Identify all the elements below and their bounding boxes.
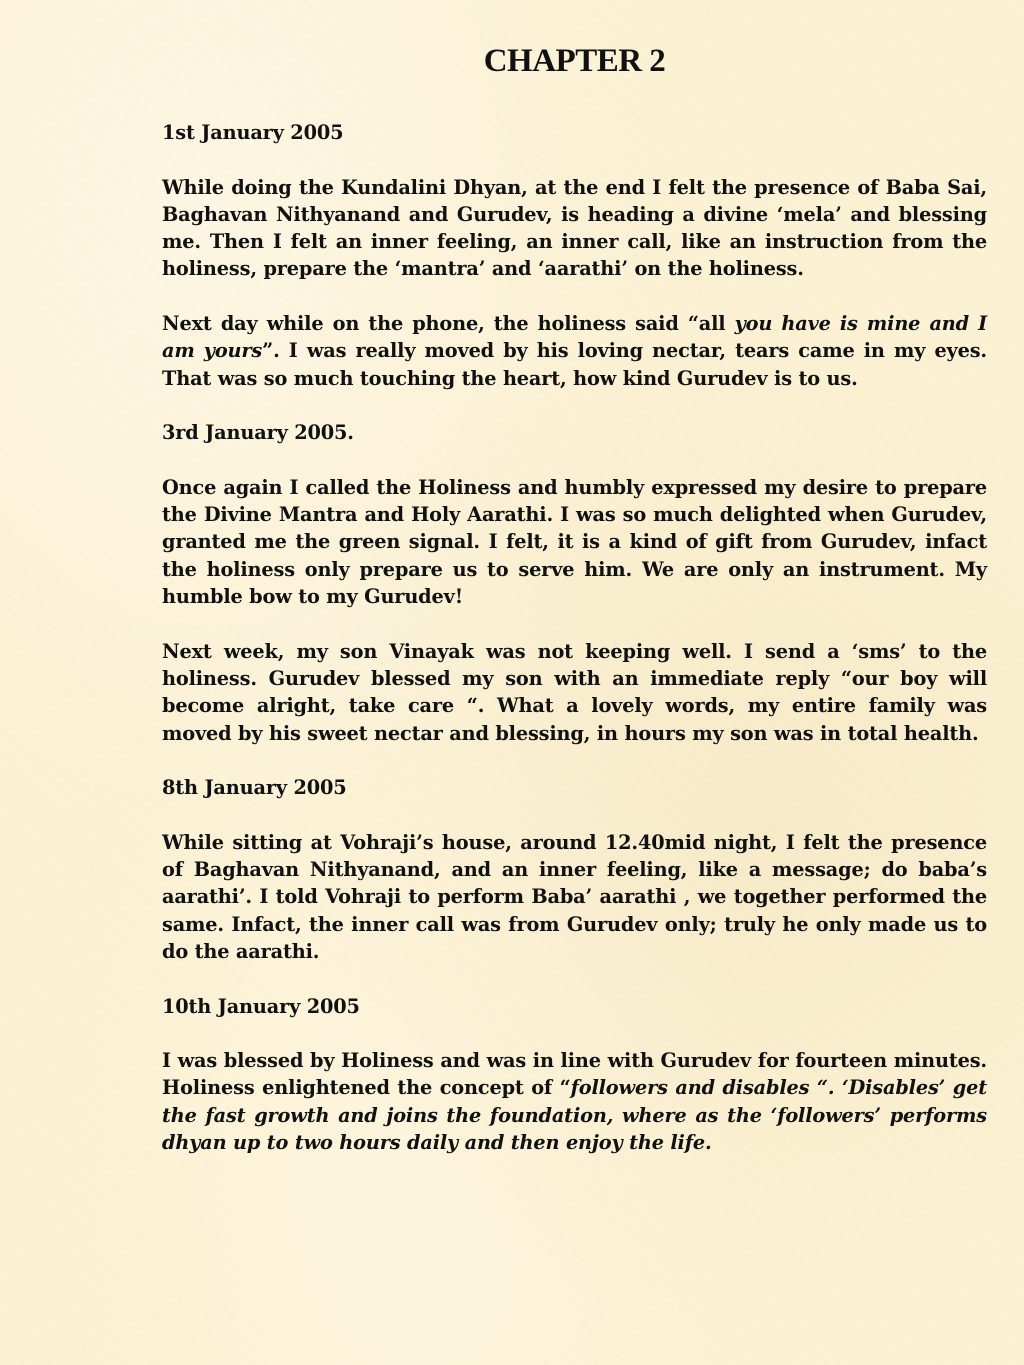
- paragraph: While doing the Kundalini Dhyan, at the end I felt the presence of Baba Sai, Baghavan Nithyanand and Gurudev, is heading a divine ‘mela’ and blessing me. Then I felt an inner feeling, an inner call, like an instruction from the holiness, prepare the ‘mantra’ and ‘aarathi’ on the holiness.: [162, 175, 987, 281]
- entry-date: 8th January 2005: [162, 776, 347, 800]
- chapter-title: CHAPTER 2: [483, 43, 666, 79]
- paragraph-text: Next day while on the phone, the holiness said “all: [162, 312, 735, 336]
- entry-date: 3rd January 2005.: [162, 421, 354, 445]
- paragraph: Next week, my son Vinayak was not keeping well. I send a ‘sms’ to the holiness. Gurudev blessed my son with an immediate reply “our boy will become alright, take care “. What a lovely words, my entire family was moved by his sweet nectar and blessing, in hours my son was in total health.: [162, 639, 987, 745]
- document-page: [162, 0, 987, 1184]
- entry-date: 1st January 2005: [162, 121, 344, 144]
- paragraph: Once again I called the Holiness and humbly expressed my desire to prepare the Divine Mantra and Holy Aarathi. I was so much delighted when Gurudev, granted me the green signal. I felt, it is a kind of gift from Gurudev, infact the holiness only prepare us to serve him. We are only an instrument. My humble bow to my Gurudev!: [162, 475, 987, 609]
- quote-italic: you have is mine and I am yours: [162, 312, 987, 363]
- paragraph: [162, 310, 987, 392]
- paragraph: [162, 1047, 987, 1156]
- quote-italic: followers and disables “. ‘Disables’ get the fast growth and joins the foundation, where as the ‘followers’ performs dhyan up to two hours daily and then enjoy the life.: [162, 1076, 987, 1154]
- paragraph-text: I was blessed by Holiness and was in line with Gurudev for fourteen minutes. Holiness enlightened the concept of “: [162, 1049, 987, 1100]
- paragraph: While sitting at Vohraji’s house, around 12.40mid night, I felt the presence of Baghavan Nithyanand, and an inner feeling, like a message; do baba’s aarathi’. I told Vohraji to perform Baba’ aarathi , we together performed the same. Infact, the inner call was from Gurudev only; truly he only made us to do the aarathi.: [162, 830, 987, 963]
- paragraph-text: ”. I was really moved by his loving nectar, tears came in my eyes. That was so much touching the heart, how kind Gurudev is to us.: [162, 339, 987, 390]
- document-body: [162, 119, 987, 1156]
- entry-date: 10th January 2005: [162, 994, 360, 1018]
